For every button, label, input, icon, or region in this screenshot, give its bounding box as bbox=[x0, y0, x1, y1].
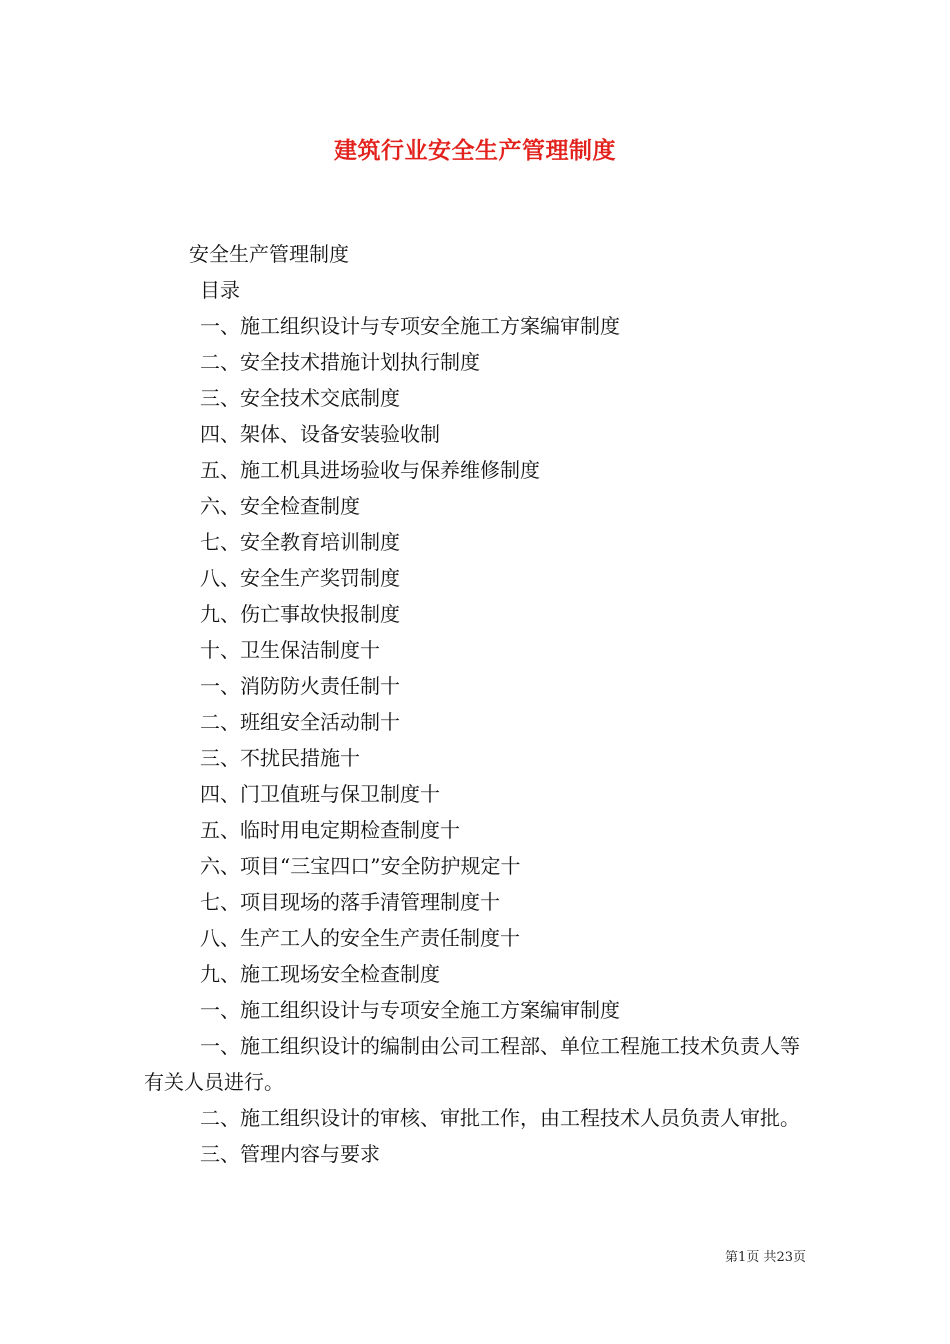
toc-item: 八、安全生产奖罚制度 bbox=[200, 566, 400, 590]
toc-item: 九、伤亡事故快报制度 bbox=[200, 602, 400, 626]
toc-item: 十、卫生保洁制度十 bbox=[200, 638, 380, 662]
paragraph: 二、施工组织设计的审核、审批工作，由工程技术人员负责人审批。 bbox=[200, 1106, 800, 1130]
toc-item: 六、安全检查制度 bbox=[200, 494, 360, 518]
toc-item: 五、施工机具进场验收与保养维修制度 bbox=[200, 458, 540, 482]
section-heading: 一、施工组织设计与专项安全施工方案编审制度 bbox=[200, 998, 620, 1022]
toc-item: 六、项目“三宝四口”安全防护规定十 bbox=[200, 854, 521, 878]
toc-item: 七、项目现场的落手清管理制度十 bbox=[200, 890, 500, 914]
paragraph: 一、施工组织设计的编制由公司工程部、单位工程施工技术负责人等有关人员进行。 bbox=[144, 1034, 800, 1094]
toc-item: 一、施工组织设计与专项安全施工方案编审制度 bbox=[200, 314, 620, 338]
toc-item: 五、临时用电定期检查制度十 bbox=[200, 818, 460, 842]
subsection-heading: 三、管理内容与要求 bbox=[200, 1142, 380, 1166]
toc-item: 二、安全技术措施计划执行制度 bbox=[200, 350, 480, 374]
toc-item: 三、不扰民措施十 bbox=[200, 746, 360, 770]
toc-item: 七、安全教育培训制度 bbox=[200, 530, 400, 554]
toc-item: 九、施工现场安全检查制度 bbox=[200, 962, 440, 986]
document-body bbox=[144, 236, 808, 1172]
toc-item: 三、安全技术交底制度 bbox=[200, 386, 400, 410]
document-subtitle: 安全生产管理制度 bbox=[189, 242, 349, 266]
page-title: 建筑行业安全生产管理制度 bbox=[334, 137, 616, 164]
page-number: 第1页 共23页 bbox=[725, 1250, 806, 1265]
toc-heading: 目录 bbox=[200, 278, 240, 302]
toc-item: 四、门卫值班与保卫制度十 bbox=[200, 782, 440, 806]
toc-item: 一、消防防火责任制十 bbox=[200, 674, 400, 698]
toc-item: 二、班组安全活动制十 bbox=[200, 710, 400, 734]
toc-item: 八、生产工人的安全生产责任制度十 bbox=[200, 926, 520, 950]
toc-item: 四、架体、设备安装验收制 bbox=[200, 422, 440, 446]
table-of-contents bbox=[144, 308, 808, 992]
